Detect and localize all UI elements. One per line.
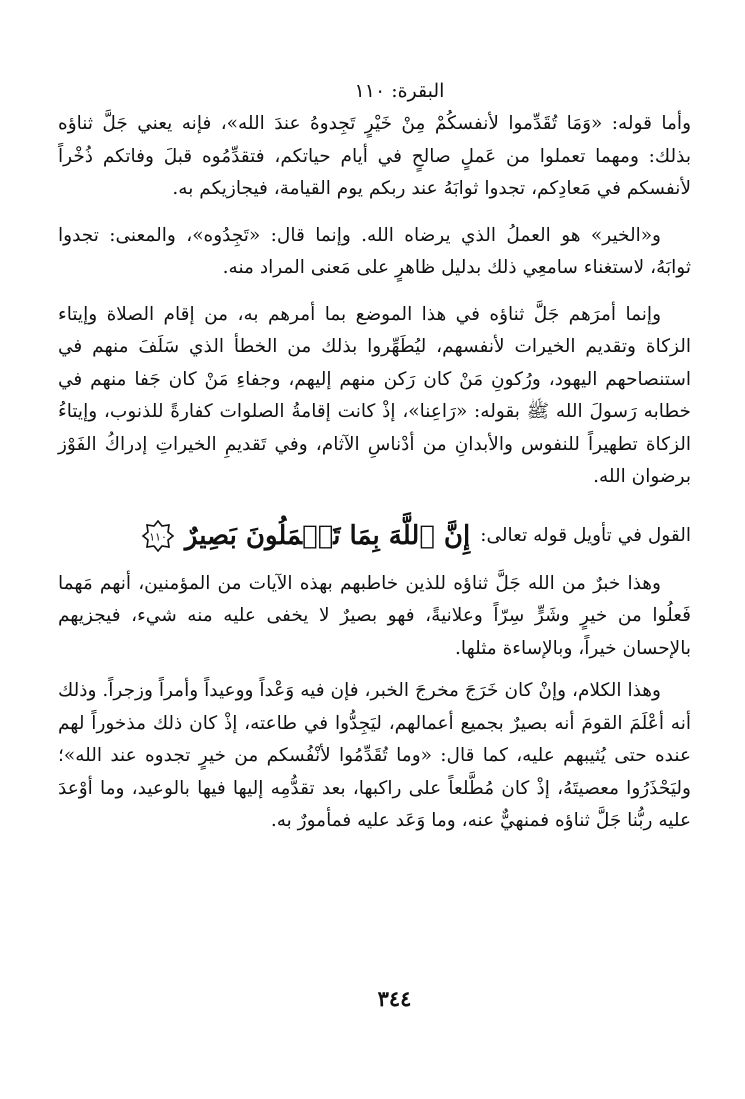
quran-verse: إِنَّ ٱللَّهَ بِمَا تَعۡمَلُونَ بَصِيرٌ: [184, 520, 471, 551]
page-number: ٣٤٤: [377, 986, 412, 1011]
verse-intro: القول في تأويل قوله تعالى:: [480, 524, 691, 546]
paragraph-3: وإنما أمرَهم جَلَّ ثناؤه في هذا الموضع بما أمرهم به، من إقام الصلاة وإيتاء الزكاة وتقديم الخيرات لأنفسهم، ليُطَهِّروا بذلك من الخطأ الذي سَلَفَ منهم في استنصاحهم اليهود، ورُكونِ مَنْ كان رَكن منهم إليهم، وجفاءِ مَنْ كان جَفا منهم في خطابه رَسولَ الله ﷺ بقوله: «رَاعِنا»، إذْ كانت إقامةُ الصلوات كفارةً للذنوب، وإيتاءُ الزكاة تطهيراً للنفوس والأبدانِ من أدْناسِ الآثام، وفي تَقديمِ الخيراتِ إدراكُ الفَوْز برضوان الله.: [58, 303, 691, 487]
paragraph-4: وهذا خبرٌ من الله جَلَّ ثناؤه للذين خاطبهم بهذه الآيات من المؤمنين، أنهم مَهما فَعلُوا من خيرٍ وشَرٍّ سِرّاً وعلانيةً، فهو بصيرٌ لا يخفى عليه منه شيء، فيجزيهم بالإحسان خيراً، وبالإساءة مثلها.: [58, 572, 691, 659]
verse-heading: [58, 516, 691, 556]
paragraph-1: وأما قوله: «وَمَا تُقَدِّموا لأنفسكُمْ مِنْ خَيْرٍ تَجِدوهُ عندَ الله»، فإنه يعني جَلَّ ثناؤه بذلك: ومهما تعملوا من عَملٍ صالحٍ في أيام حياتكم، فتقدِّمُوه قبلَ وفاتكم ذُخْراً لأنفسكم في مَعادِكم، تجدوا ثوابَهُ عند ربكم يوم القيامة، فيجازيكم به.: [58, 113, 691, 199]
page-content: [58, 108, 691, 838]
surah-reference: البقرة: ١١٠: [354, 80, 445, 102]
paragraph-2: و«الخير» هو العملُ الذي يرضاه الله. وإنما قال: «تَجِدُوه»، والمعنى: تجدوا ثوابَهُ، لاستغناء سامعِي ذلك بدليل ظاهرٍ على مَعنى المراد منه.: [58, 224, 691, 278]
ayah-number: ١١٠: [148, 530, 167, 543]
paragraph-5: وهذا الكلام، وإنْ كان خَرَجَ مخرجَ الخبر، فإن فيه وَعْداً ووعيداً وأمراً وزجراً. وذلك أنه أعْلَمَ القومَ أنه بصيرٌ بجميع أعمالهم، ليَجِدُّوا في طاعته، إذْ كان ذلك مذخوراً لهم عنده حتى يُثيبهم عليه، كما قال: «وما تُقَدِّمُوا لأنْفُسكم من خيرٍ تجدوه عند الله»؛ وليَحْذَرُوا معصيتَهُ، إذْ كان مُطَّلعاً على راكبها، بعد تقدُّمِه إليها فيها بالوعيد، وما أوْعدَ عليه ربُّنا جَلَّ ثناؤه فمنهيٌّ عنه، وما وَعَد عليه فمأمورٌ به.: [58, 680, 691, 831]
ayah-number-marker: [141, 519, 175, 553]
page-header: [58, 78, 691, 104]
book-page: [58, 0, 691, 1099]
